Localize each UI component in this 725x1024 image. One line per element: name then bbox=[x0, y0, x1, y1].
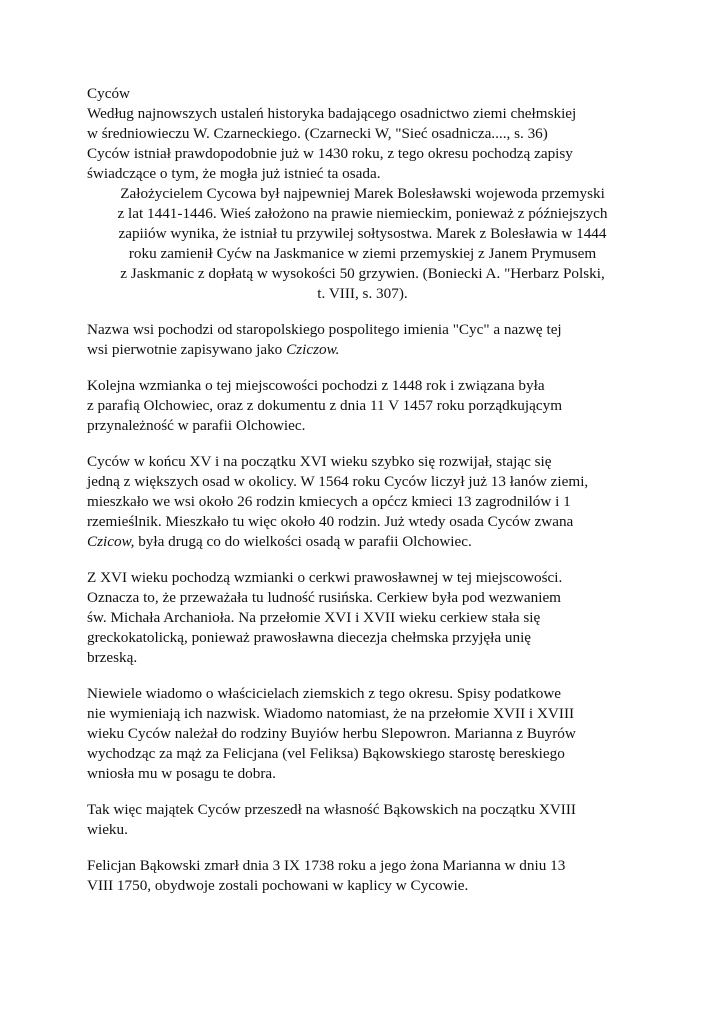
paragraph-line: zapiiów wynika, że istniał tu przywilej sołtysostwa. Marek z Bolesławia w 1444 bbox=[118, 225, 607, 242]
paragraph-line bbox=[87, 340, 339, 360]
paragraph-line: wychodząc za mąż za Felicjana (vel Feliksa) Bąkowskiego starostę bereskiego bbox=[87, 745, 565, 762]
paragraph-line: z parafią Olchowiec, oraz z dokumentu z dnia 11 V 1457 roku porządkującym bbox=[87, 397, 563, 414]
paragraph-line: rzemieślnik. Mieszkało tu więc około 40 rodzin. Już wtedy osada Cyców zwana bbox=[87, 513, 574, 530]
italic-name: Czicow, bbox=[87, 533, 135, 550]
paragraph-line bbox=[87, 532, 472, 552]
paragraph-line: t. VIII, s. 307). bbox=[317, 285, 408, 302]
paragraph-line: mieszkało we wsi około 26 rodzin kmiecych a općcz kmieci 13 zagrodnilów i 1 bbox=[87, 493, 571, 510]
paragraph-line: w średniowieczu W. Czarneckiego. (Czarnecki W, "Sieć osadnicza...., s. 36) bbox=[87, 125, 548, 142]
paragraph-line: św. Michała Archanioła. Na przełomie XVI i XVII wieku cerkiew stała się bbox=[87, 609, 541, 626]
document-title: Cyców bbox=[87, 85, 131, 102]
paragraph-line: z Jaskmanic z dopłatą w wysokości 50 grzywien. (Boniecki A. "Herbarz Polski, bbox=[120, 265, 605, 282]
paragraph-line: Według najnowszych ustaleń historyka badającego osadnictwo ziemi chełmskiej bbox=[87, 105, 577, 122]
paragraph-line: Tak więc majątek Cyców przeszedł na własność Bąkowskich na początku XVIII bbox=[87, 801, 576, 818]
paragraph-line: Cyców w końcu XV i na początku XVI wieku szybko się rozwijał, stając się bbox=[87, 453, 552, 470]
paragraph-line: Założycielem Cycowa był najpewniej Marek Bolesławski wojewoda przemyski bbox=[120, 185, 605, 202]
paragraph-line: Felicjan Bąkowski zmarł dnia 3 IX 1738 roku a jego żona Marianna w dniu 13 bbox=[87, 857, 566, 874]
paragraph-line: świadczące o tym, że mogła już istnieć ta osada. bbox=[87, 165, 381, 182]
paragraph-line: Cyców istniał prawdopodobnie już w 1430 roku, z tego okresu pochodzą zapisy bbox=[87, 145, 573, 162]
paragraph-line: brzeską. bbox=[87, 649, 138, 666]
text-span: wsi pierwotnie zapisywano jako bbox=[87, 341, 287, 358]
text-span: była drugą co do wielkości osadą w parafii Olchowiec. bbox=[134, 533, 472, 550]
paragraph-line: Z XVI wieku pochodzą wzmianki o cerkwi prawosławnej w tej miejscowości. bbox=[87, 569, 563, 586]
paragraph-line: VIII 1750, obydwoje zostali pochowani w kaplicy w Cycowie. bbox=[87, 877, 469, 894]
paragraph-line: Kolejna wzmianka o tej miejscowości pochodzi z 1448 rok i związana była bbox=[87, 377, 545, 394]
paragraph-line: przynależność w parafii Olchowiec. bbox=[87, 417, 306, 434]
paragraph-line: nie wymieniają ich nazwisk. Wiadomo natomiast, że na przełomie XVII i XVIII bbox=[87, 705, 575, 722]
italic-name: Cziczow. bbox=[286, 341, 340, 358]
paragraph-line: jedną z większych osad w okolicy. W 1564 roku Cyców liczył już 13 łanów ziemi, bbox=[87, 473, 589, 490]
paragraph-line: z lat 1441-1446. Wieś założono na prawie niemieckim, ponieważ z późniejszych bbox=[117, 205, 608, 222]
paragraph-line: wieku Cyców należał do rodziny Buyiów herbu Slepowron. Marianna z Buyrów bbox=[87, 725, 576, 742]
paragraph-line: wieku. bbox=[87, 821, 128, 838]
paragraph-line: roku zamienił Cyćw na Jaskmanice w ziemi przemyskiej z Janem Prymusem bbox=[128, 245, 597, 262]
paragraph-line: greckokatolicką, ponieważ prawosławna diecezja chełmska przyjęła unię bbox=[87, 629, 532, 646]
paragraph-line: wniosła mu w posagu te dobra. bbox=[87, 765, 276, 782]
paragraph-line: Oznacza to, że przeważała tu ludność rusińska. Cerkiew była pod wezwaniem bbox=[87, 589, 561, 606]
paragraph-line: Nazwa wsi pochodzi od staropolskiego pospolitego imienia "Cyc" a nazwę tej bbox=[87, 321, 562, 338]
paragraph-line: Niewiele wiadomo o właścicielach ziemskich z tego okresu. Spisy podatkowe bbox=[87, 685, 562, 702]
